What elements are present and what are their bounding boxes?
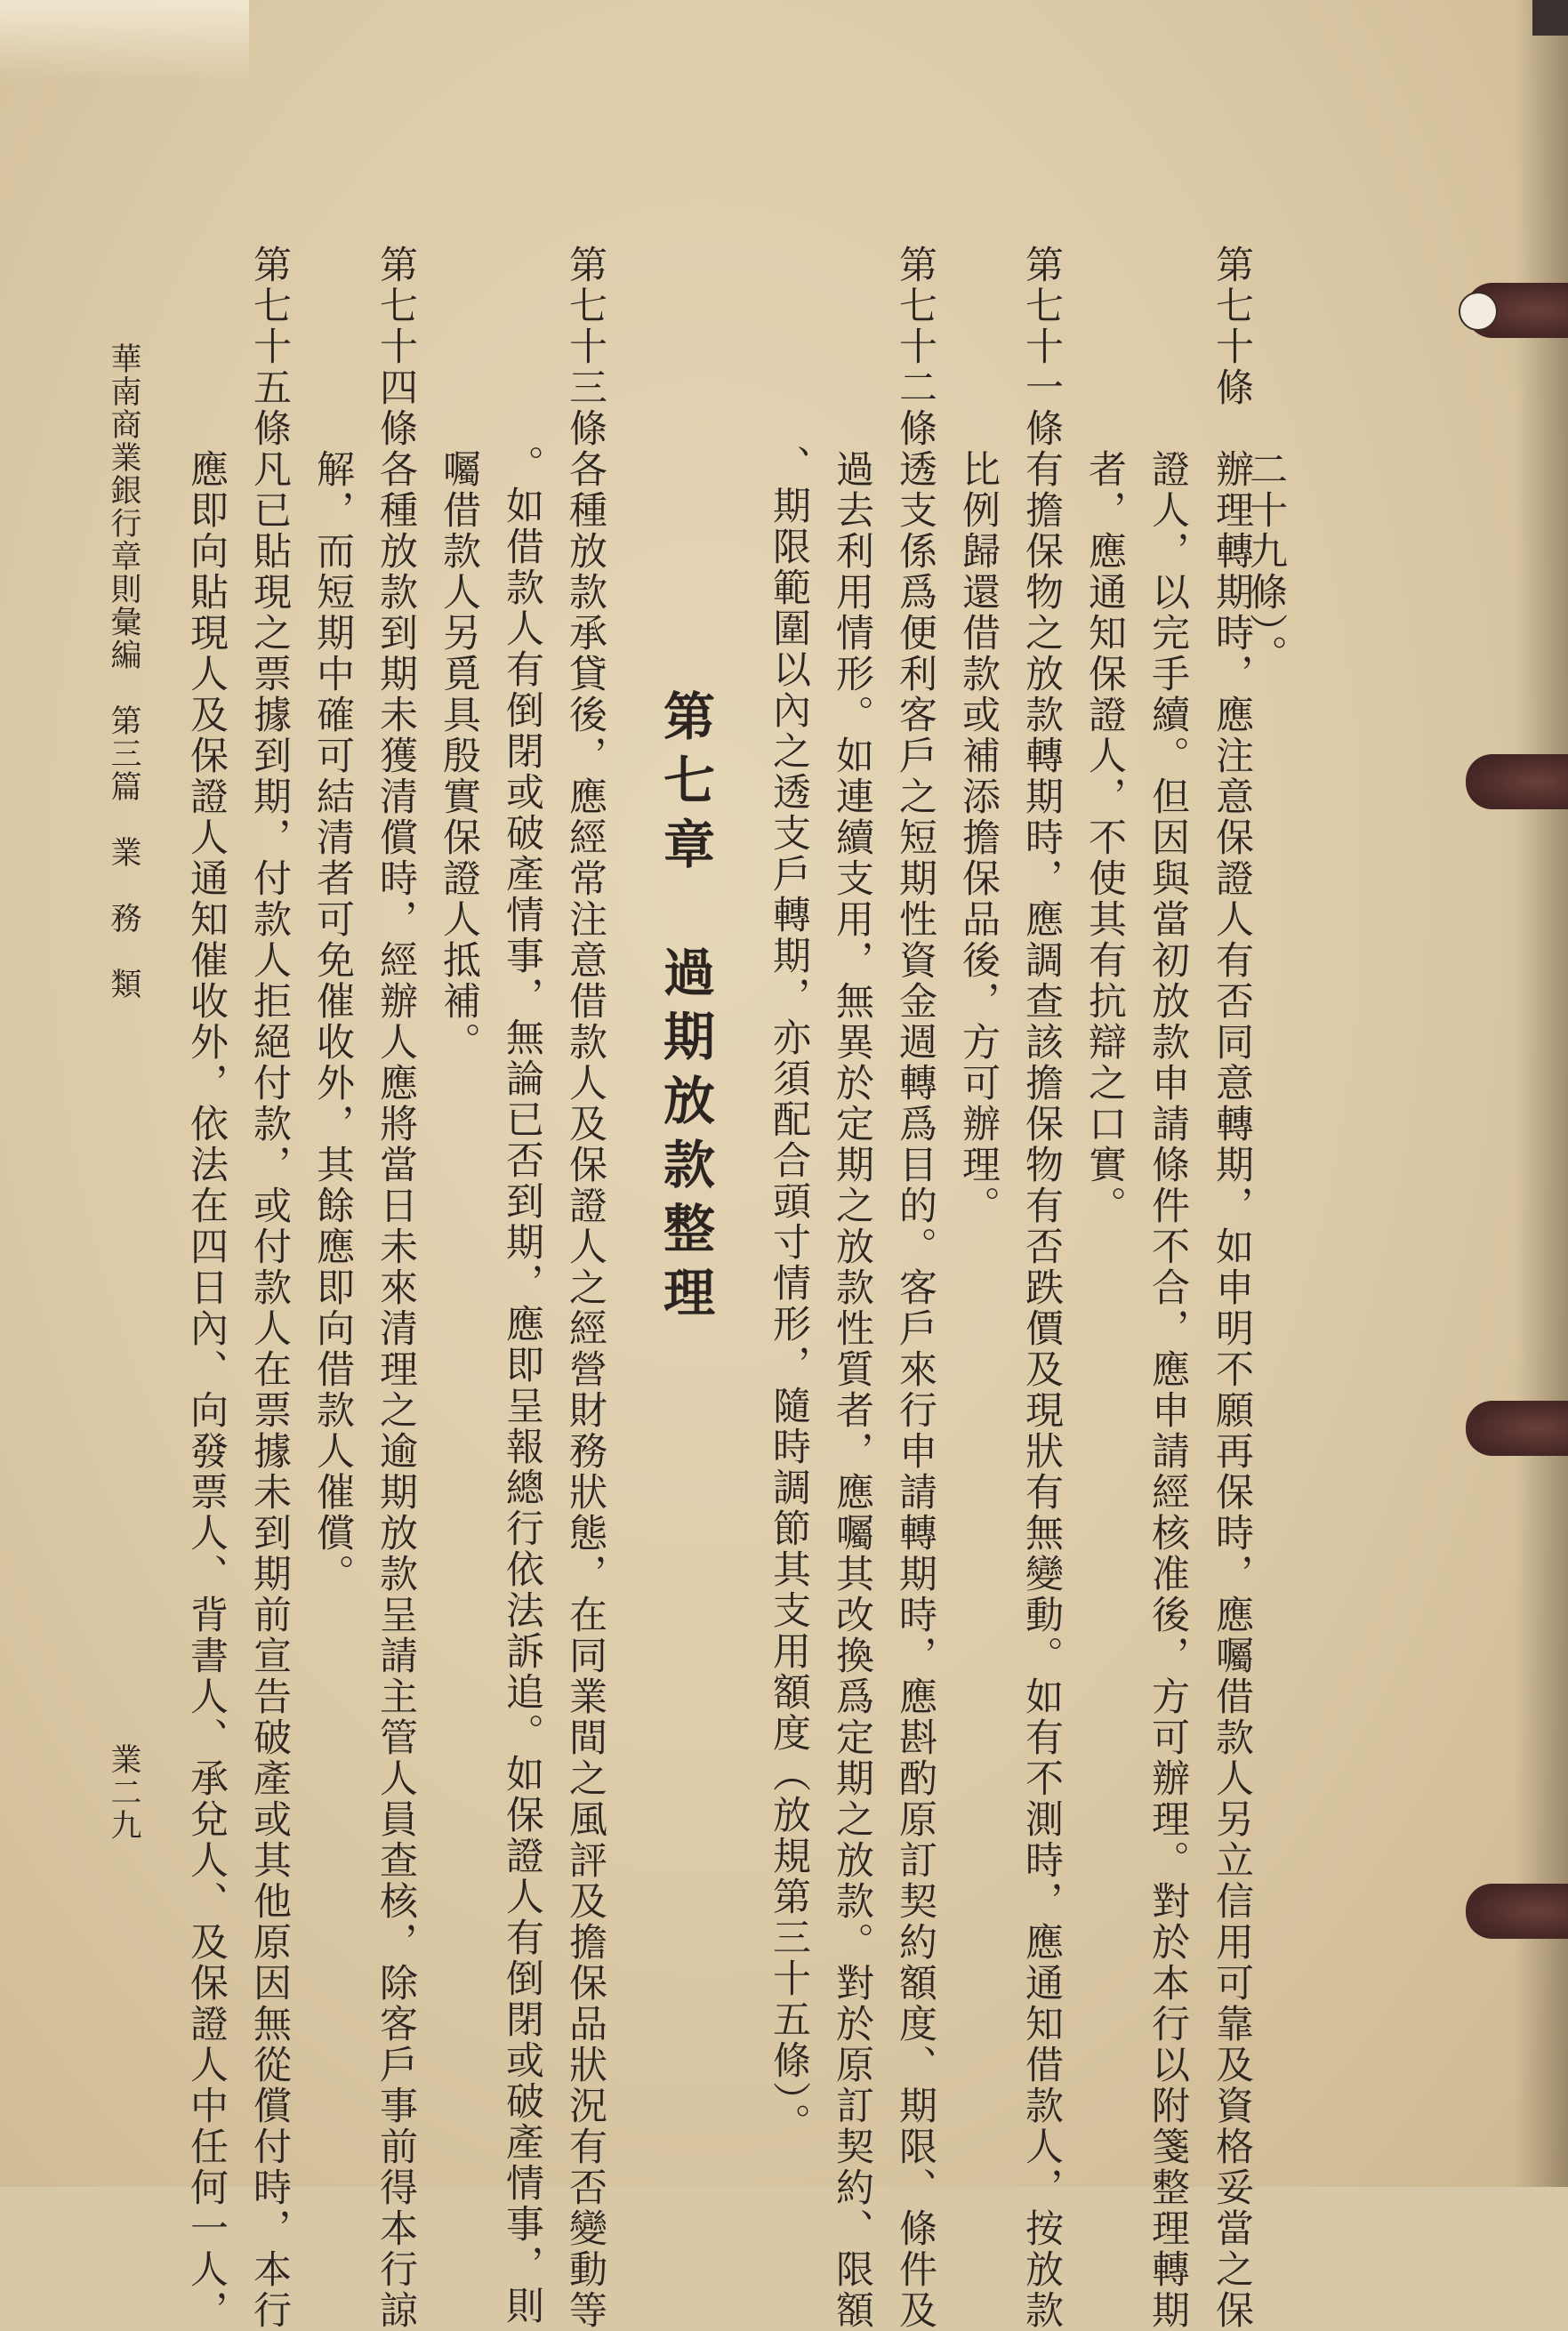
text-column: 解，而短期中確可結清者可免催收外，其餘應即向借款人催償。 [310, 449, 355, 1595]
text-column: 過去利用情形。如連續支用，無異於定期之放款性質者，應囑其改換爲定期之放款。對於原訂契約、限額 [830, 449, 874, 2331]
article-number-75: 第七十五條 [247, 245, 292, 449]
page-number: 業二九 [106, 1743, 141, 1842]
text-column: 各種放款到期未獲清償時，經辦人應將當日未來清理之逾期放款呈請主管人員查核，除客戶事前得本行諒 [374, 449, 418, 2331]
chapter-heading: 第七章 過期放款整理 [655, 689, 715, 1330]
binding-ring [1466, 754, 1568, 809]
article-number-73: 第七十三條 [563, 245, 607, 449]
text-column: 二十九條）。 [1243, 449, 1288, 676]
text-column: 。如借款人有倒閉或破產情事，無論已否到期，應即呈報總行依法訴追。如保證人有倒閉或破產情事，則 [500, 445, 544, 2327]
article-number-71: 第七十一條 [1019, 245, 1064, 449]
binding-ring [1466, 1884, 1568, 1939]
page-corner [1532, 0, 1568, 36]
text-column: 比例歸還借款或補添擔保品後，方可辦理。 [956, 449, 1001, 1226]
text-column: 、期限範圍以內之透支戶轉期，亦須配合頭寸情形，隨時調節其支用額度（放規第三十五條）。 [767, 445, 811, 2144]
text-column: 應即向貼現人及保證人通知催收外，依法在四日內、向發票人、背書人、承兌人、及保證人中任何一人， [184, 449, 229, 2331]
text-column: 證人，以完手續。但因與當初放款申請條件不合，應申請經核准後，方可辦理。對於本行以附箋整理轉期 [1146, 449, 1190, 2331]
text-column: 有擔保物之放款轉期時，應調查該擔保物有否跌價及現狀有無變動。如有不測時，應通知借款人，按放款 [1019, 449, 1064, 2331]
binding-ring [1466, 1401, 1568, 1456]
text-column: 辦理轉期時，應注意保證人有否同意轉期，如申明不願再保時，應囑借款人另立信用可靠及資格妥當之保 [1210, 449, 1254, 2331]
text-column: 凡已貼現之票據到期，付款人拒絕付款，或付款人在票據未到期前宣告破產或其他原因無從償付時，本行 [247, 449, 292, 2331]
text-column: 囑借款人另覓具殷實保證人抵補。 [437, 449, 481, 1063]
article-number-74: 第七十四條 [374, 245, 418, 449]
footer-book-title: 華南商業銀行章則彙編 第三篇 業 務 類 [106, 342, 141, 1001]
paper-highlight [0, 0, 249, 80]
article-number-72: 第七十二條 [893, 245, 937, 449]
text-column: 透支係爲便利客戶之短期性資金週轉爲目的。客戶來行申請轉期時，應斟酌原訂契約額度、期限、條件及 [893, 449, 937, 2331]
text-column: 者，應通知保證人，不使其有抗辯之口實。 [1082, 449, 1127, 1226]
text-column: 各種放款承貸後，應經常注意借款人及保證人之經營財務狀態，在同業間之風評及擔保品狀況有否變動等 [563, 449, 607, 2331]
binding-hole [1459, 292, 1498, 331]
article-number-70: 第七十條 [1210, 245, 1254, 408]
